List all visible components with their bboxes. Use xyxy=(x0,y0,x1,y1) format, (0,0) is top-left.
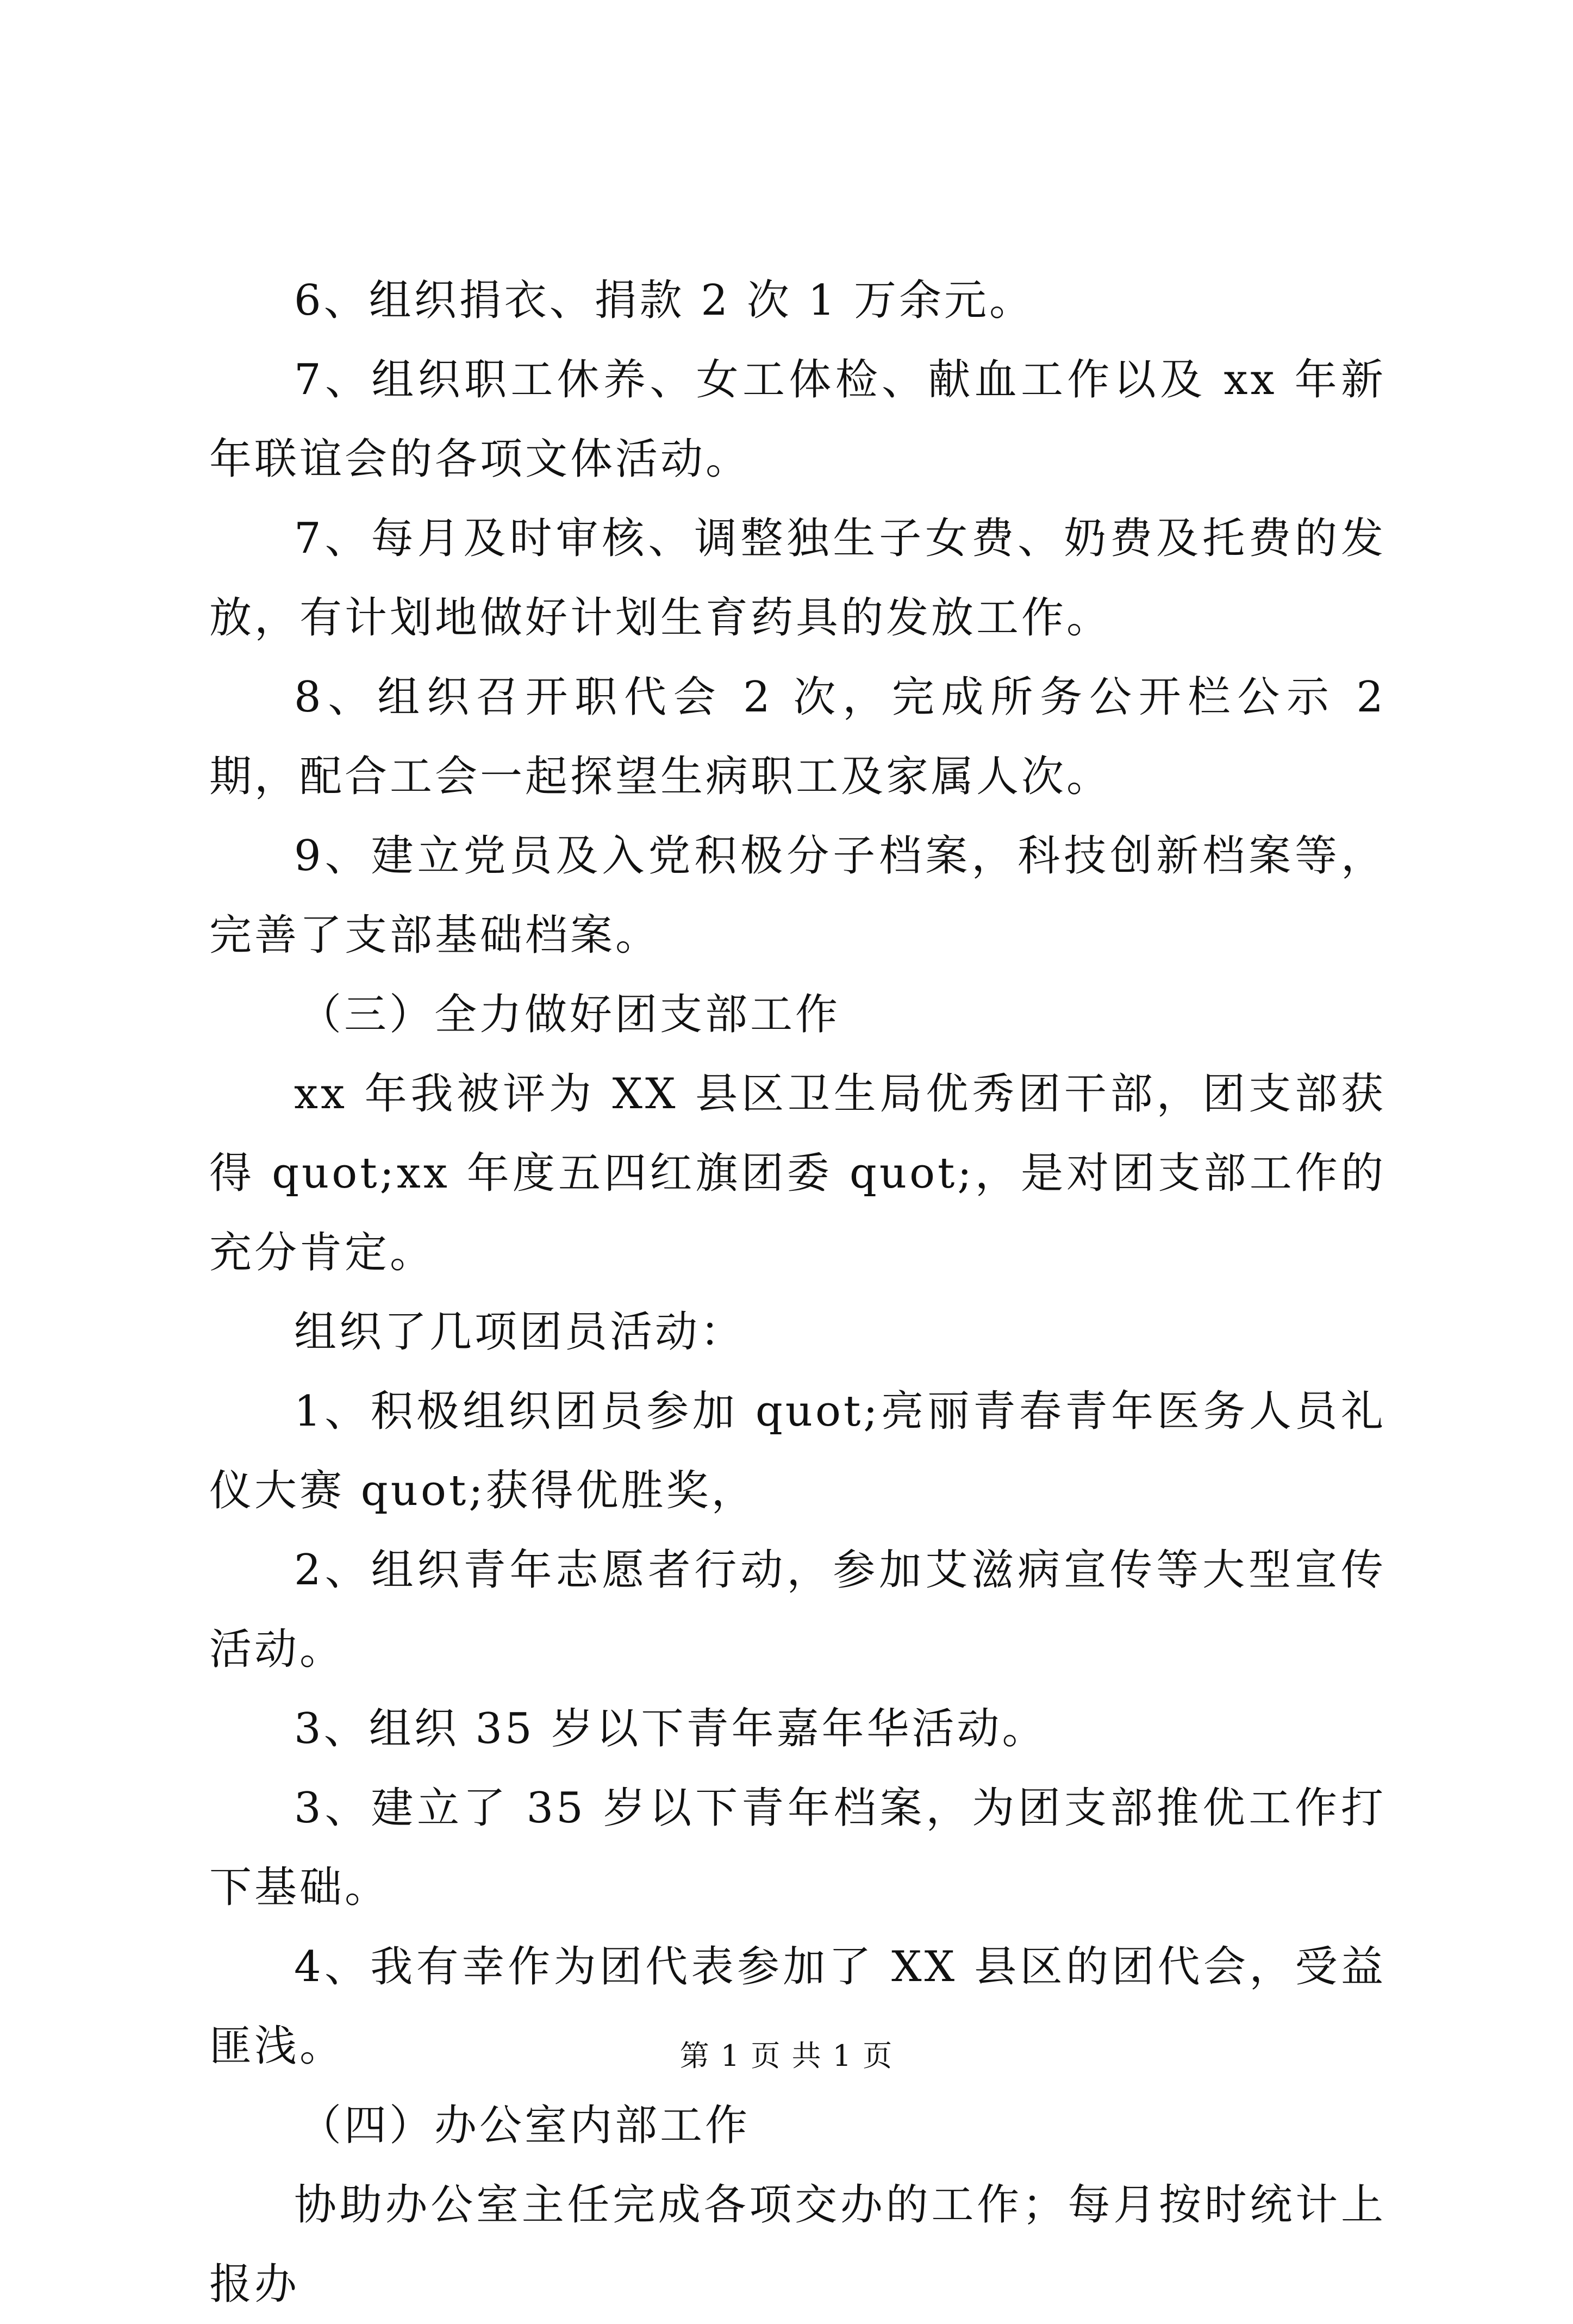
paragraph-item-8: 8、组织召开职代会 2 次，完成所务公开栏公示 2 期，配合工会一起探望生病职工及家属人次。 xyxy=(209,673,1386,801)
section-heading-office-work: （四）办公室内部工作 xyxy=(299,2101,751,2150)
paragraph-item-6: 6、组织捐衣、捐款 2 次 1 万余元。 xyxy=(294,276,1035,325)
paragraph-activity-4: 4、我有幸作为团代表参加了 XX 县区的团代会，受益匪浅。 xyxy=(209,1942,1386,2071)
paragraph-activity-3a: 3、组织 35 岁以下青年嘉年华活动。 xyxy=(294,1704,1047,1753)
paragraph-activity-1: 1、积极组织团员参加 quot;亮丽青春青年医务人员礼仪大赛 quot;获得优胜奖， xyxy=(209,1387,1386,1515)
section-heading-league-branch: （三）全力做好团支部工作 xyxy=(299,990,841,1039)
paragraph-item-9: 9、建立党员及入党积极分子档案，科技创新档案等，完善了支部基础档案。 xyxy=(209,832,1386,960)
paragraph-office-work: 协助办公室主任完成各项交办的工作；每月按时统计上报办 xyxy=(209,2181,1386,2309)
paragraph-activity-2: 2、组织青年志愿者行动，参加艾滋病宣传等大型宣传活动。 xyxy=(209,1546,1386,1674)
paragraph-activity-3b: 3、建立了 35 岁以下青年档案，为团支部推优工作打下基础。 xyxy=(209,1784,1386,1912)
paragraph-item-7b: 7、每月及时审核、调整独生子女费、奶费及托费的发放，有计划地做好计划生育药具的发放工作。 xyxy=(209,514,1386,642)
paragraph-league-honor: xx 年我被评为 XX 县区卫生局优秀团干部，团支部获得 quot;xx 年度五四红旗团委 quot;，是对团支部工作的充分肯定。 xyxy=(209,1070,1386,1277)
paragraph-item-7a: 7、组织职工休养、女工体检、献血工作以及 xx 年新年联谊会的各项文体活动。 xyxy=(209,355,1386,484)
paragraph-activities-intro: 组织了几项团员活动： xyxy=(294,1308,746,1357)
page-number-footer: 第 1 页 共 1 页 xyxy=(679,2039,894,2073)
document-body xyxy=(209,261,1386,2324)
